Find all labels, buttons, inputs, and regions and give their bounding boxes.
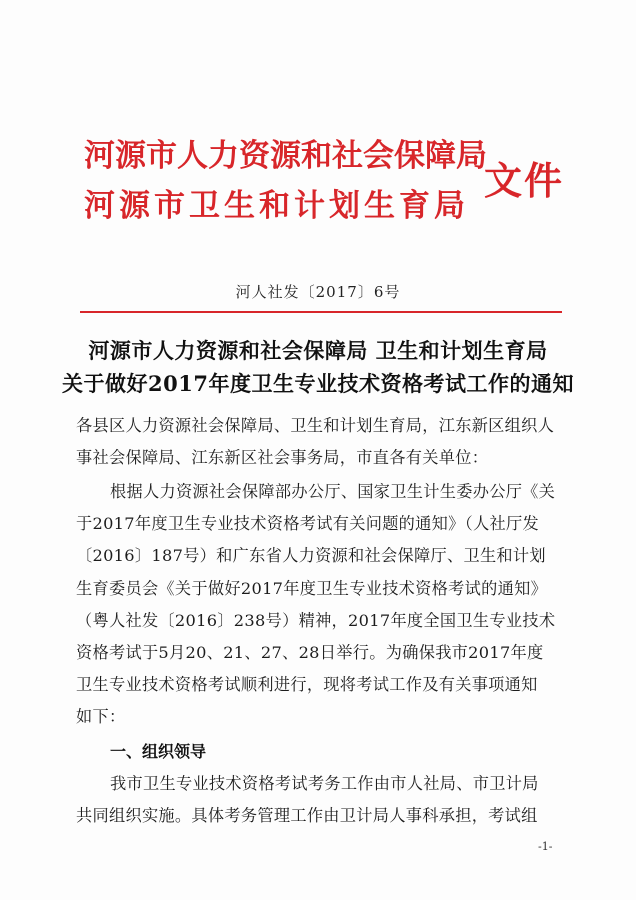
paragraph-line: 卫生专业技术资格考试顺利进行，现将考试工作及有关事项通知 [76, 675, 538, 695]
paragraph-line: 生育委员会《关于做好2017年度卫生专业技术资格考试的通知》 [76, 578, 548, 598]
addressee-line: 各县区人力资源社会保障局、卫生和计划生育局，江东新区组织人 [76, 416, 555, 435]
paragraph-line: 共同组织实施。具体考务管理工作由卫计局人事科承担，考试组 [76, 806, 538, 826]
notice-title-line-1: 河源市人力资源和社会保障局 卫生和计划生育局 [88, 338, 548, 363]
addressee-line: 事社会保障局、江东新区社会事务局，市直各有关单位： [76, 448, 489, 468]
addressee-block [76, 410, 562, 474]
document-number: 河人社发〔2017〕6号 [235, 283, 401, 301]
paragraph-line: 于2017年度卫生专业技术资格考试有关问题的通知》（人社厅发 [76, 514, 539, 534]
section-heading-organization: 一、组织领导 [110, 742, 207, 761]
paragraph-line: 〔2016〕187号）和广东省人力资源和社会保障厅、卫生和计划 [76, 546, 546, 566]
issuer-name-health-bureau: 河源市卫生和计划生育局 [84, 188, 469, 224]
paragraph-line: 根据人力资源社会保障部办公厅、国家卫生计生委办公厅《关 [110, 482, 556, 501]
paragraph-line: 如下： [76, 707, 126, 727]
document-type-label: 文件 [484, 158, 565, 203]
red-divider-line [80, 311, 562, 313]
paragraph-line: （粤人社发〔2016〕238号）精神，2017年度全国卫生专业技术 [76, 610, 556, 630]
page-number: -1- [538, 840, 553, 853]
paragraph-line: 我市卫生专业技术资格考试考务工作由市人社局、市卫计局 [110, 774, 539, 793]
paragraph-line: 资格考试于5月20、21、27、28日举行。为确保我市2017年度 [76, 642, 544, 662]
paragraph-basis [76, 476, 562, 734]
notice-title-line-2: 关于做好2017年度卫生专业技术资格考试工作的通知 [62, 371, 574, 396]
paragraph-organization [76, 768, 562, 832]
issuer-name-hr-bureau: 河源市人力资源和社会保障局 [84, 138, 487, 174]
